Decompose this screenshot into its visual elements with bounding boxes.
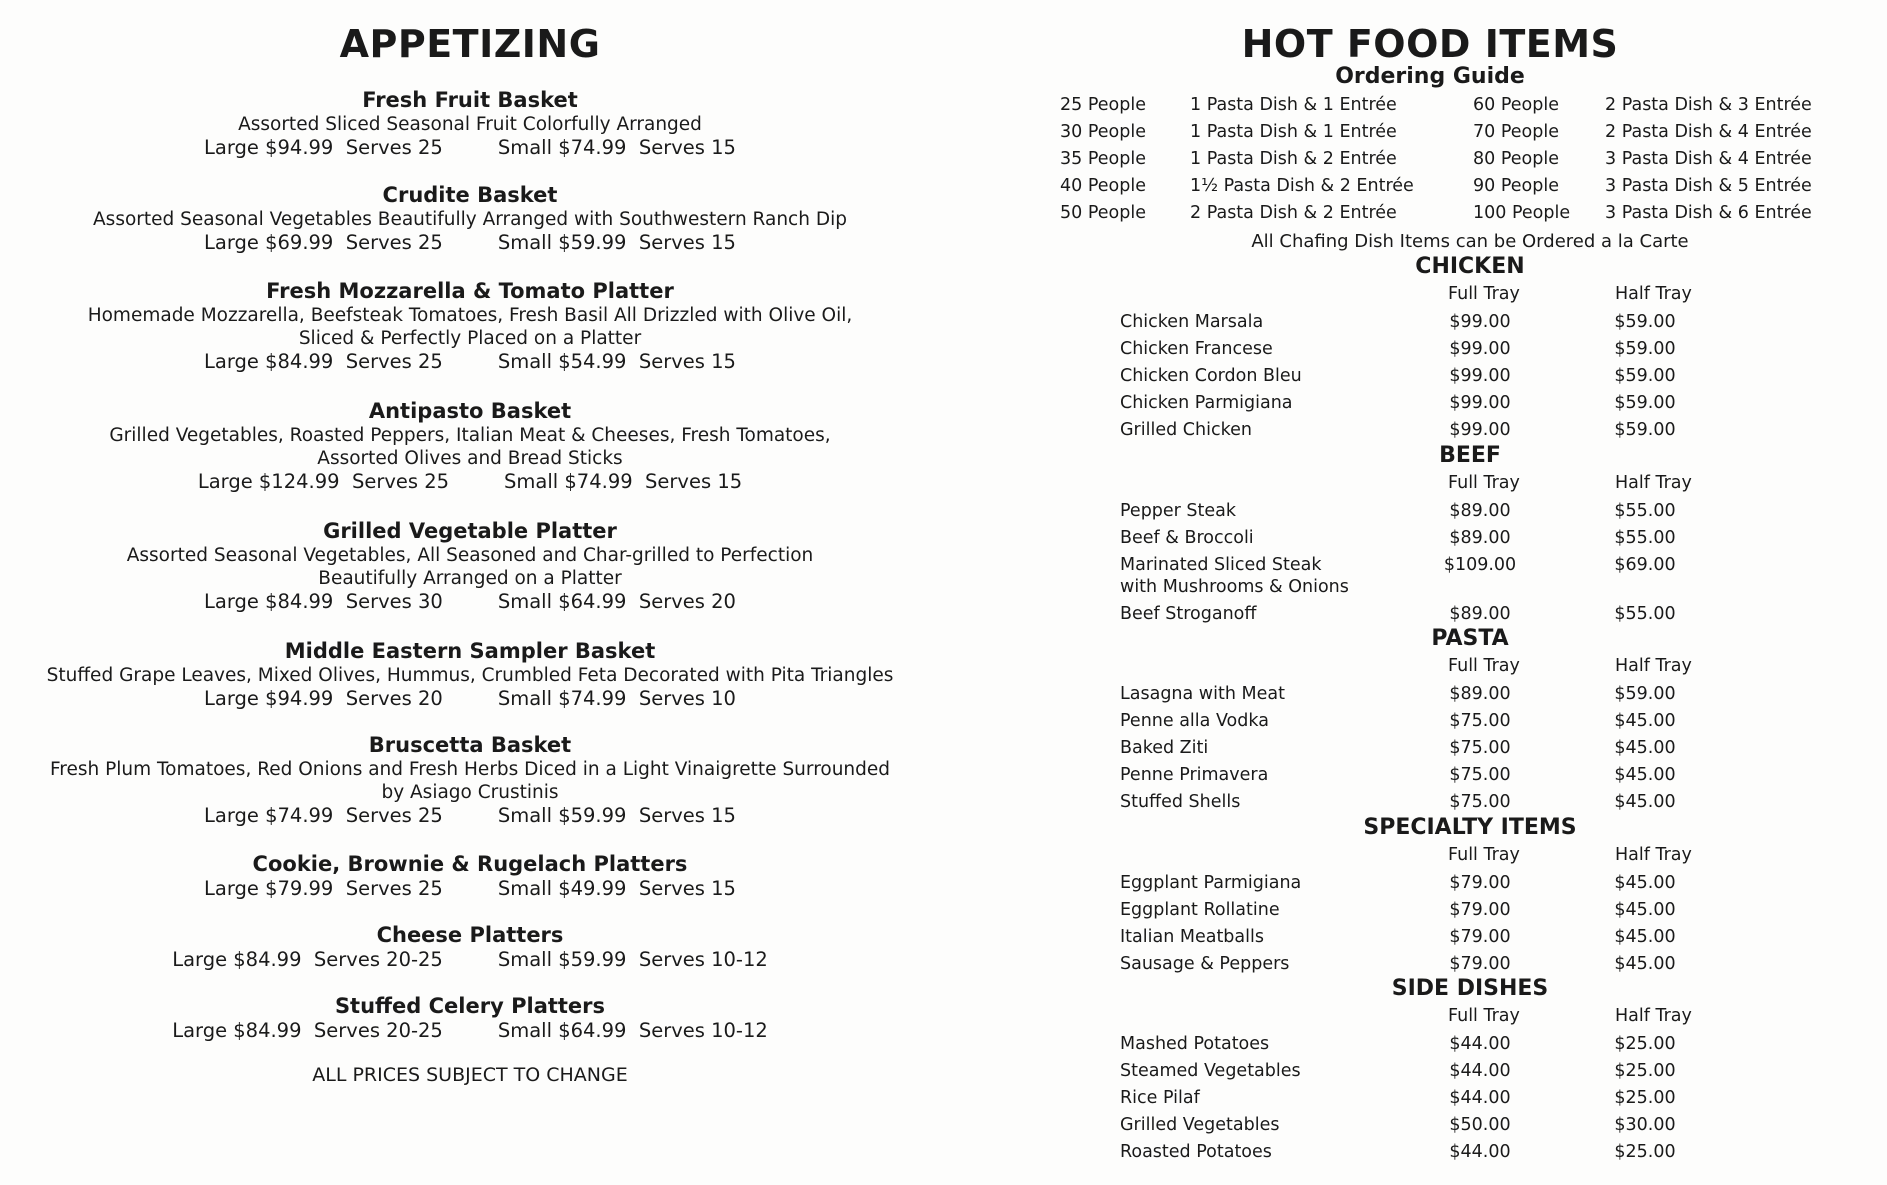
half-price: $45.00	[1614, 765, 1676, 785]
guide-people: 30 People	[1060, 122, 1146, 142]
guide-row	[1040, 173, 1870, 200]
appetizer-name: Fresh Fruit Basket	[362, 88, 578, 112]
half-tray-label: Half Tray	[1615, 656, 1692, 676]
appetizer-name: Bruscetta Basket	[368, 733, 572, 757]
guide-row	[1040, 92, 1870, 119]
half-price: $59.00	[1614, 393, 1676, 413]
half-tray-label: Half Tray	[1615, 284, 1692, 304]
price-notice: ALL PRICES SUBJECT TO CHANGE	[312, 1064, 628, 1086]
full-price: $99.00	[1449, 312, 1511, 332]
dish-name-continued: with Mushrooms & Onions	[1120, 577, 1349, 597]
large-price: Large $84.99 Serves 20-25	[172, 948, 443, 971]
guide-people: 25 People	[1060, 95, 1146, 115]
large-price: Large $74.99 Serves 25	[204, 804, 443, 827]
half-price: $45.00	[1614, 711, 1676, 731]
dish-name: Chicken Marsala	[1120, 312, 1264, 332]
appetizer-desc: Homemade Mozzarella, Beefsteak Tomatoes, Fresh Basil All Drizzled with Olive Oil,	[87, 305, 853, 326]
guide-dishes: 1 Pasta Dish & 2 Entrée	[1190, 149, 1397, 169]
full-price: $99.00	[1449, 366, 1511, 386]
guide-people: 40 People	[1060, 176, 1146, 196]
guide-people: 60 People	[1473, 95, 1559, 115]
appetizer-name: Middle Eastern Sampler Basket	[284, 639, 656, 663]
dish-name: Grilled Chicken	[1120, 420, 1252, 440]
half-price: $55.00	[1614, 528, 1676, 548]
large-price: Large $94.99 Serves 20	[204, 687, 443, 710]
section-title-chicken: CHICKEN	[1415, 254, 1525, 279]
full-price: $75.00	[1449, 765, 1511, 785]
small-price: Small $49.99 Serves 15	[497, 877, 736, 900]
large-price: Large $94.99 Serves 25	[204, 136, 443, 159]
full-price: $99.00	[1449, 393, 1511, 413]
ordering-guide-title: Ordering Guide	[1335, 64, 1525, 89]
guide-people: 35 People	[1060, 149, 1146, 169]
tray-header	[1040, 1006, 1870, 1030]
full-price: $89.00	[1449, 501, 1511, 521]
dish-name: Marinated Sliced Steak	[1120, 555, 1322, 575]
full-tray-label: Full Tray	[1448, 845, 1520, 865]
full-price: $79.00	[1449, 927, 1511, 947]
half-price: $45.00	[1614, 792, 1676, 812]
half-price: $45.00	[1614, 873, 1676, 893]
dish-name: Italian Meatballs	[1120, 927, 1264, 947]
dish-name: Penne Primavera	[1120, 765, 1269, 785]
appetizer-desc: Grilled Vegetables, Roasted Peppers, Italian Meat & Cheeses, Fresh Tomatoes,	[109, 425, 831, 446]
appetizer-item	[0, 639, 940, 711]
price-line	[0, 231, 940, 255]
appetizer-name: Cheese Platters	[376, 923, 564, 947]
appetizer-desc: Beautifully Arranged on a Platter	[318, 568, 622, 589]
small-price: Small $64.99 Serves 10-12	[497, 1019, 768, 1042]
dish-name: Chicken Parmigiana	[1120, 393, 1293, 413]
full-price: $79.00	[1449, 954, 1511, 974]
chafing-note: All Chafing Dish Items can be Ordered a la Carte	[1251, 231, 1689, 252]
appetizer-name: Crudite Basket	[382, 183, 558, 207]
appetizer-name: Fresh Mozzarella & Tomato Platter	[266, 279, 674, 303]
appetizer-desc: Assorted Olives and Bread Sticks	[317, 448, 623, 469]
appetizer-name: Cookie, Brownie & Rugelach Platters	[252, 852, 688, 876]
appetizer-item	[0, 733, 940, 828]
section-title-specialty: SPECIALTY ITEMS	[1363, 815, 1577, 840]
section-title-pasta: PASTA	[1431, 626, 1509, 651]
dish-name: Grilled Vegetables	[1120, 1115, 1280, 1135]
appetizer-name: Antipasto Basket	[368, 399, 572, 423]
appetizer-name: Grilled Vegetable Platter	[323, 519, 617, 543]
dish-name: Baked Ziti	[1120, 738, 1209, 758]
appetizer-item	[0, 88, 940, 160]
guide-row	[1040, 200, 1870, 227]
full-price: $79.00	[1449, 873, 1511, 893]
guide-dishes: 3 Pasta Dish & 5 Entrée	[1605, 176, 1812, 196]
large-price: Large $84.99 Serves 20-25	[172, 1019, 443, 1042]
guide-people: 90 People	[1473, 176, 1559, 196]
full-tray-label: Full Tray	[1448, 284, 1520, 304]
full-price: $79.00	[1449, 900, 1511, 920]
half-price: $25.00	[1614, 1088, 1676, 1108]
guide-dishes: 1 Pasta Dish & 1 Entrée	[1190, 122, 1397, 142]
full-price: $75.00	[1449, 711, 1511, 731]
full-price: $99.00	[1449, 420, 1511, 440]
full-price: $44.00	[1449, 1061, 1511, 1081]
guide-dishes: 1½ Pasta Dish & 2 Entrée	[1190, 176, 1414, 196]
appetizer-item	[0, 852, 940, 901]
appetizer-item	[0, 994, 940, 1043]
appetizer-item	[0, 519, 940, 614]
appetizer-desc: Fresh Plum Tomatoes, Red Onions and Fresh Herbs Diced in a Light Vinaigrette Surrounded	[49, 759, 891, 780]
large-price: Large $84.99 Serves 25	[204, 350, 443, 373]
full-tray-label: Full Tray	[1448, 1006, 1520, 1026]
dish-name: Stuffed Shells	[1120, 792, 1241, 812]
appetizer-desc: by Asiago Crustinis	[381, 782, 559, 803]
appetizer-item	[0, 923, 940, 972]
hot-food-title: HOT FOOD ITEMS	[1241, 22, 1619, 66]
dish-name: Penne alla Vodka	[1120, 711, 1269, 731]
full-price: $89.00	[1449, 684, 1511, 704]
half-tray-label: Half Tray	[1615, 1006, 1692, 1026]
half-price: $25.00	[1614, 1034, 1676, 1054]
dish-name: Rice Pilaf	[1120, 1088, 1200, 1108]
full-price: $75.00	[1449, 792, 1511, 812]
tray-header	[1040, 656, 1870, 680]
dish-name: Lasagna with Meat	[1120, 684, 1285, 704]
dish-name: Steamed Vegetables	[1120, 1061, 1301, 1081]
large-price: Large $79.99 Serves 25	[204, 877, 443, 900]
guide-row	[1040, 119, 1870, 146]
full-price: $89.00	[1449, 604, 1511, 624]
dish-name: Sausage & Peppers	[1120, 954, 1290, 974]
appetizing-title: APPETIZING	[339, 22, 601, 66]
half-price: $45.00	[1614, 954, 1676, 974]
half-price: $55.00	[1614, 604, 1676, 624]
full-price: $109.00	[1443, 555, 1517, 575]
half-price: $69.00	[1614, 555, 1676, 575]
dish-name: Chicken Cordon Bleu	[1120, 366, 1302, 386]
half-price: $25.00	[1614, 1142, 1676, 1162]
appetizer-item	[0, 279, 940, 374]
dish-name: Chicken Francese	[1120, 339, 1273, 359]
guide-people: 100 People	[1473, 203, 1571, 223]
half-price: $45.00	[1614, 900, 1676, 920]
small-price: Small $59.99 Serves 15	[497, 231, 736, 254]
price-line	[0, 350, 940, 374]
large-price: Large $69.99 Serves 25	[204, 231, 443, 254]
guide-dishes: 2 Pasta Dish & 3 Entrée	[1605, 95, 1812, 115]
half-tray-label: Half Tray	[1615, 845, 1692, 865]
full-tray-label: Full Tray	[1448, 656, 1520, 676]
price-line	[0, 877, 940, 901]
price-line	[0, 804, 940, 828]
dish-name: Pepper Steak	[1120, 501, 1237, 521]
full-price: $89.00	[1449, 528, 1511, 548]
guide-people: 80 People	[1473, 149, 1559, 169]
appetizer-name: Stuffed Celery Platters	[334, 994, 606, 1018]
appetizer-desc: Stuffed Grape Leaves, Mixed Olives, Hummus, Crumbled Feta Decorated with Pita Triangles	[46, 665, 894, 686]
dish-name: Mashed Potatoes	[1120, 1034, 1270, 1054]
dish-name: Roasted Potatoes	[1120, 1142, 1272, 1162]
appetizer-desc: Assorted Seasonal Vegetables, All Seasoned and Char-grilled to Perfection	[126, 545, 814, 566]
small-price: Small $74.99 Serves 15	[497, 136, 736, 159]
guide-row	[1040, 146, 1870, 173]
small-price: Small $64.99 Serves 20	[497, 590, 736, 613]
appetizer-item	[0, 399, 940, 494]
price-line	[0, 470, 940, 494]
large-price: Large $124.99 Serves 25	[197, 470, 450, 493]
dish-name: Eggplant Parmigiana	[1120, 873, 1302, 893]
guide-people: 50 People	[1060, 203, 1146, 223]
price-line	[0, 136, 940, 160]
price-line	[0, 948, 940, 972]
small-price: Small $59.99 Serves 10-12	[497, 948, 768, 971]
half-price: $45.00	[1614, 927, 1676, 947]
full-price: $44.00	[1449, 1142, 1511, 1162]
guide-dishes: 1 Pasta Dish & 1 Entrée	[1190, 95, 1397, 115]
tray-header	[1040, 473, 1870, 497]
half-tray-label: Half Tray	[1615, 473, 1692, 493]
section-title-beef: BEEF	[1439, 443, 1501, 468]
full-price: $50.00	[1449, 1115, 1511, 1135]
half-price: $25.00	[1614, 1061, 1676, 1081]
price-line	[0, 1019, 940, 1043]
price-line	[0, 687, 940, 711]
half-price: $55.00	[1614, 501, 1676, 521]
tray-header	[1040, 845, 1870, 869]
tray-header	[1040, 284, 1870, 308]
section-title-side-dishes: SIDE DISHES	[1391, 976, 1549, 1001]
full-tray-label: Full Tray	[1448, 473, 1520, 493]
guide-dishes: 3 Pasta Dish & 4 Entrée	[1605, 149, 1812, 169]
small-price: Small $59.99 Serves 15	[497, 804, 736, 827]
appetizer-desc: Assorted Sliced Seasonal Fruit Colorfully Arranged	[238, 114, 702, 135]
full-price: $44.00	[1449, 1088, 1511, 1108]
dish-name: Beef Stroganoff	[1120, 604, 1257, 624]
appetizer-item	[0, 183, 940, 255]
appetizer-desc: Sliced & Perfectly Placed on a Platter	[298, 328, 642, 349]
full-price: $44.00	[1449, 1034, 1511, 1054]
half-price: $59.00	[1614, 684, 1676, 704]
full-price: $99.00	[1449, 339, 1511, 359]
half-price: $59.00	[1614, 312, 1676, 332]
dish-name: Eggplant Rollatine	[1120, 900, 1280, 920]
full-price: $75.00	[1449, 738, 1511, 758]
half-price: $59.00	[1614, 339, 1676, 359]
guide-people: 70 People	[1473, 122, 1559, 142]
appetizer-desc: Assorted Seasonal Vegetables Beautifully Arranged with Southwestern Ranch Dip	[93, 209, 847, 230]
small-price: Small $54.99 Serves 15	[497, 350, 736, 373]
large-price: Large $84.99 Serves 30	[204, 590, 443, 613]
small-price: Small $74.99 Serves 10	[497, 687, 736, 710]
half-price: $59.00	[1614, 420, 1676, 440]
guide-dishes: 2 Pasta Dish & 2 Entrée	[1190, 203, 1397, 223]
dish-name: Beef & Broccoli	[1120, 528, 1254, 548]
half-price: $45.00	[1614, 738, 1676, 758]
price-line	[0, 590, 940, 614]
small-price: Small $74.99 Serves 15	[504, 470, 743, 493]
half-price: $30.00	[1614, 1115, 1676, 1135]
half-price: $59.00	[1614, 366, 1676, 386]
guide-dishes: 3 Pasta Dish & 6 Entrée	[1605, 203, 1812, 223]
guide-dishes: 2 Pasta Dish & 4 Entrée	[1605, 122, 1812, 142]
